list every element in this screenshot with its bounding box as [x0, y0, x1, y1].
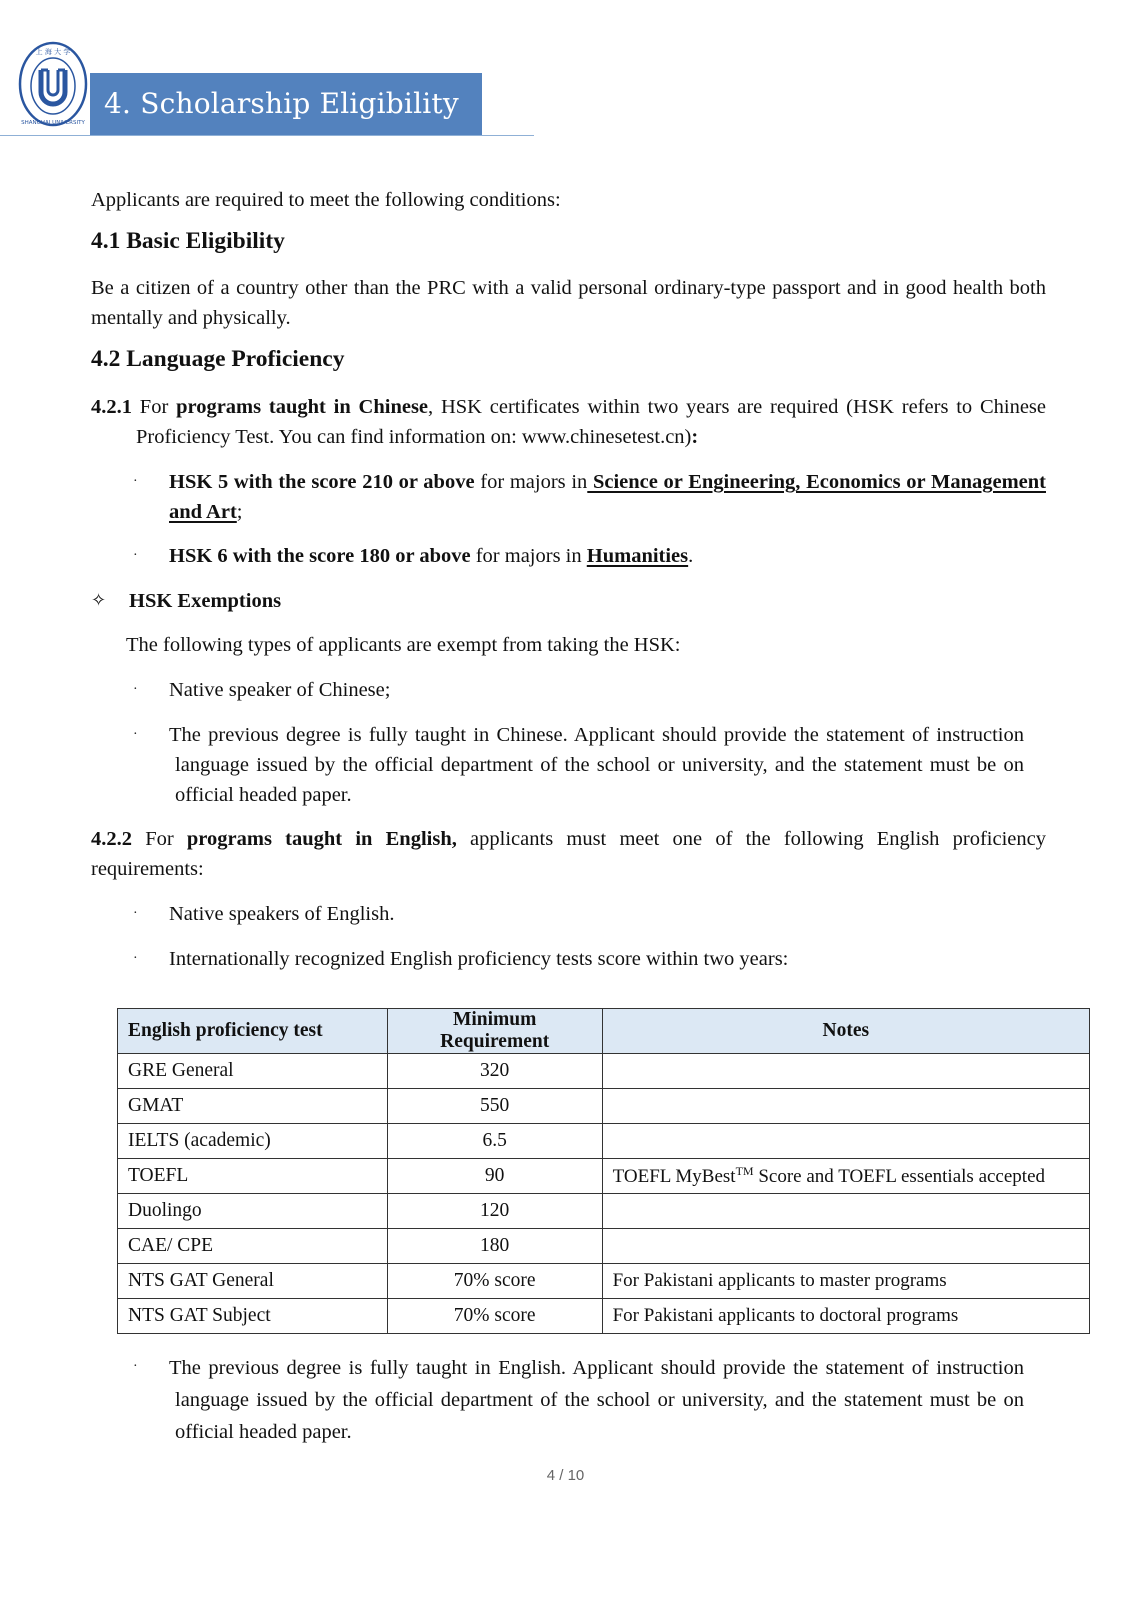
- table-row: [118, 1299, 1090, 1334]
- bold-text: programs taught in Chinese: [176, 396, 429, 418]
- text: For: [132, 396, 177, 418]
- notes: [602, 1229, 1089, 1264]
- notes: [602, 1089, 1089, 1124]
- colon: :: [691, 426, 699, 448]
- text: applicants must meet one of the following English proficiency requirements:: [91, 828, 1046, 880]
- exemption-chinese-degree: The previous degree is fully taught in Chinese. Applicant should provide the statement of instruction language issued by the official department of the school or university, and the statement must be on official headed paper.: [169, 724, 1024, 806]
- table-row: [118, 1194, 1090, 1229]
- test-name: TOEFL: [118, 1159, 388, 1194]
- list-item: [91, 944, 1046, 974]
- minimum-score: 90: [387, 1159, 602, 1194]
- notes-text: TOEFL MyBest: [612, 1166, 736, 1187]
- page-title: 4. Scholarship Eligibility: [104, 87, 459, 120]
- table-row: [118, 1054, 1090, 1089]
- native-english-speakers: Native speakers of English.: [169, 903, 395, 925]
- bullet-icon: ·: [133, 727, 138, 742]
- test-name: IELTS (academic): [118, 1124, 388, 1159]
- bold-text: HSK 6 with the score 180 or above: [169, 545, 471, 567]
- minimum-score: 180: [387, 1229, 602, 1264]
- bold-text: programs taught in English,: [186, 828, 457, 850]
- test-name: CAE/ CPE: [118, 1229, 388, 1264]
- text: .: [688, 545, 694, 567]
- svg-text:SHANGHAI UNIVERSITY: SHANGHAI UNIVERSITY: [21, 120, 85, 126]
- intro-text: Applicants are required to meet the following conditions:: [91, 189, 561, 211]
- notes: [602, 1054, 1089, 1089]
- test-name: GRE General: [118, 1054, 388, 1089]
- list-item: [91, 899, 1046, 929]
- subsection-number: 4.2.2: [91, 828, 132, 850]
- list-item: [91, 1352, 1046, 1448]
- list-item: [91, 541, 1046, 571]
- list-item: [91, 675, 1046, 705]
- notes: [602, 1159, 1089, 1194]
- text: , HSK certificates within two years are required (HSK refers to Chinese Proficiency Test. You can find information on: www.chinesetest.cn): [136, 396, 1046, 448]
- heading-4-1: 4.1 Basic Eligibility: [91, 228, 285, 254]
- notes: [602, 1194, 1089, 1229]
- minimum-score: 120: [387, 1194, 602, 1229]
- text: for majors in: [470, 545, 587, 567]
- column-header-minimum: Minimum Requirement: [387, 1009, 602, 1054]
- bullet-icon: ·: [133, 682, 138, 697]
- column-header-test: English proficiency test: [118, 1009, 388, 1054]
- column-header-notes: Notes: [602, 1009, 1089, 1054]
- text: ;: [236, 501, 243, 523]
- hsk-exemptions-heading: HSK Exemptions: [129, 590, 282, 612]
- minimum-score: 70% score: [387, 1299, 602, 1334]
- notes: [602, 1124, 1089, 1159]
- section-title-bar: [90, 73, 482, 135]
- table-row: [118, 1264, 1090, 1299]
- basic-eligibility-text: Be a citizen of a country other than the PRC with a valid personal ordinary-type passport and in good health both mentally and physically.: [91, 277, 1046, 329]
- hsk6-requirement: [133, 541, 693, 571]
- header-divider: [0, 135, 534, 136]
- majors-underlined: Humanities: [586, 545, 689, 567]
- test-name: NTS GAT Subject: [118, 1299, 388, 1334]
- english-degree-exemption: The previous degree is fully taught in English. Applicant should provide the statement of instruction language issued by the official department of the school or university, and the statement must be on official headed paper.: [169, 1357, 1024, 1443]
- text: for majors in: [474, 471, 588, 493]
- exemption-native-speaker: Native speaker of Chinese;: [169, 679, 391, 701]
- test-name: Duolingo: [118, 1194, 388, 1229]
- minimum-score: 6.5: [387, 1124, 602, 1159]
- list-item: [91, 467, 1046, 527]
- majors-underlined: Science or Engineering, Economics or Management and Art: [169, 471, 1046, 523]
- bold-text: HSK 5 with the score 210 or above: [169, 471, 475, 493]
- table-header-row: [118, 1009, 1090, 1054]
- bullet-icon: ·: [133, 1359, 138, 1374]
- english-proficiency-table: [117, 1008, 1090, 1334]
- table-row: [118, 1229, 1090, 1264]
- minimum-score: 320: [387, 1054, 602, 1089]
- english-tests-intro: Internationally recognized English proficiency tests score within two years:: [169, 948, 789, 970]
- exemptions-intro: The following types of applicants are exempt from taking the HSK:: [126, 634, 681, 656]
- list-item: [91, 720, 1046, 810]
- shanghai-university-logo-icon: [17, 40, 89, 132]
- table-row: [118, 1124, 1090, 1159]
- diamond-icon: ✧: [91, 590, 107, 611]
- bullet-icon: ·: [133, 951, 138, 966]
- bullet-icon: ·: [133, 474, 138, 489]
- hsk5-requirement: [133, 467, 1046, 527]
- page-header: [0, 40, 540, 140]
- heading-4-2: 4.2 Language Proficiency: [91, 346, 345, 372]
- minimum-score: 550: [387, 1089, 602, 1124]
- bullet-icon: ·: [133, 548, 138, 563]
- subsection-number: 4.2.1: [91, 396, 132, 418]
- page-number: 4 / 10: [546, 1467, 585, 1484]
- notes: For Pakistani applicants to master programs: [602, 1264, 1089, 1299]
- subsection-4-2-1: [91, 392, 1046, 452]
- notes: For Pakistani applicants to doctoral programs: [602, 1299, 1089, 1334]
- notes-text: Score and TOEFL essentials accepted: [753, 1166, 1046, 1187]
- minimum-score: 70% score: [387, 1264, 602, 1299]
- trademark-superscript: TM: [735, 1164, 754, 1178]
- table-row: [118, 1159, 1090, 1194]
- test-name: GMAT: [118, 1089, 388, 1124]
- bullet-icon: ·: [133, 906, 138, 921]
- svg-text:上 海 大 学: 上 海 大 学: [35, 48, 71, 56]
- table-row: [118, 1089, 1090, 1124]
- subsection-4-2-2: [91, 824, 1046, 884]
- text: For: [132, 828, 187, 850]
- test-name: NTS GAT General: [118, 1264, 388, 1299]
